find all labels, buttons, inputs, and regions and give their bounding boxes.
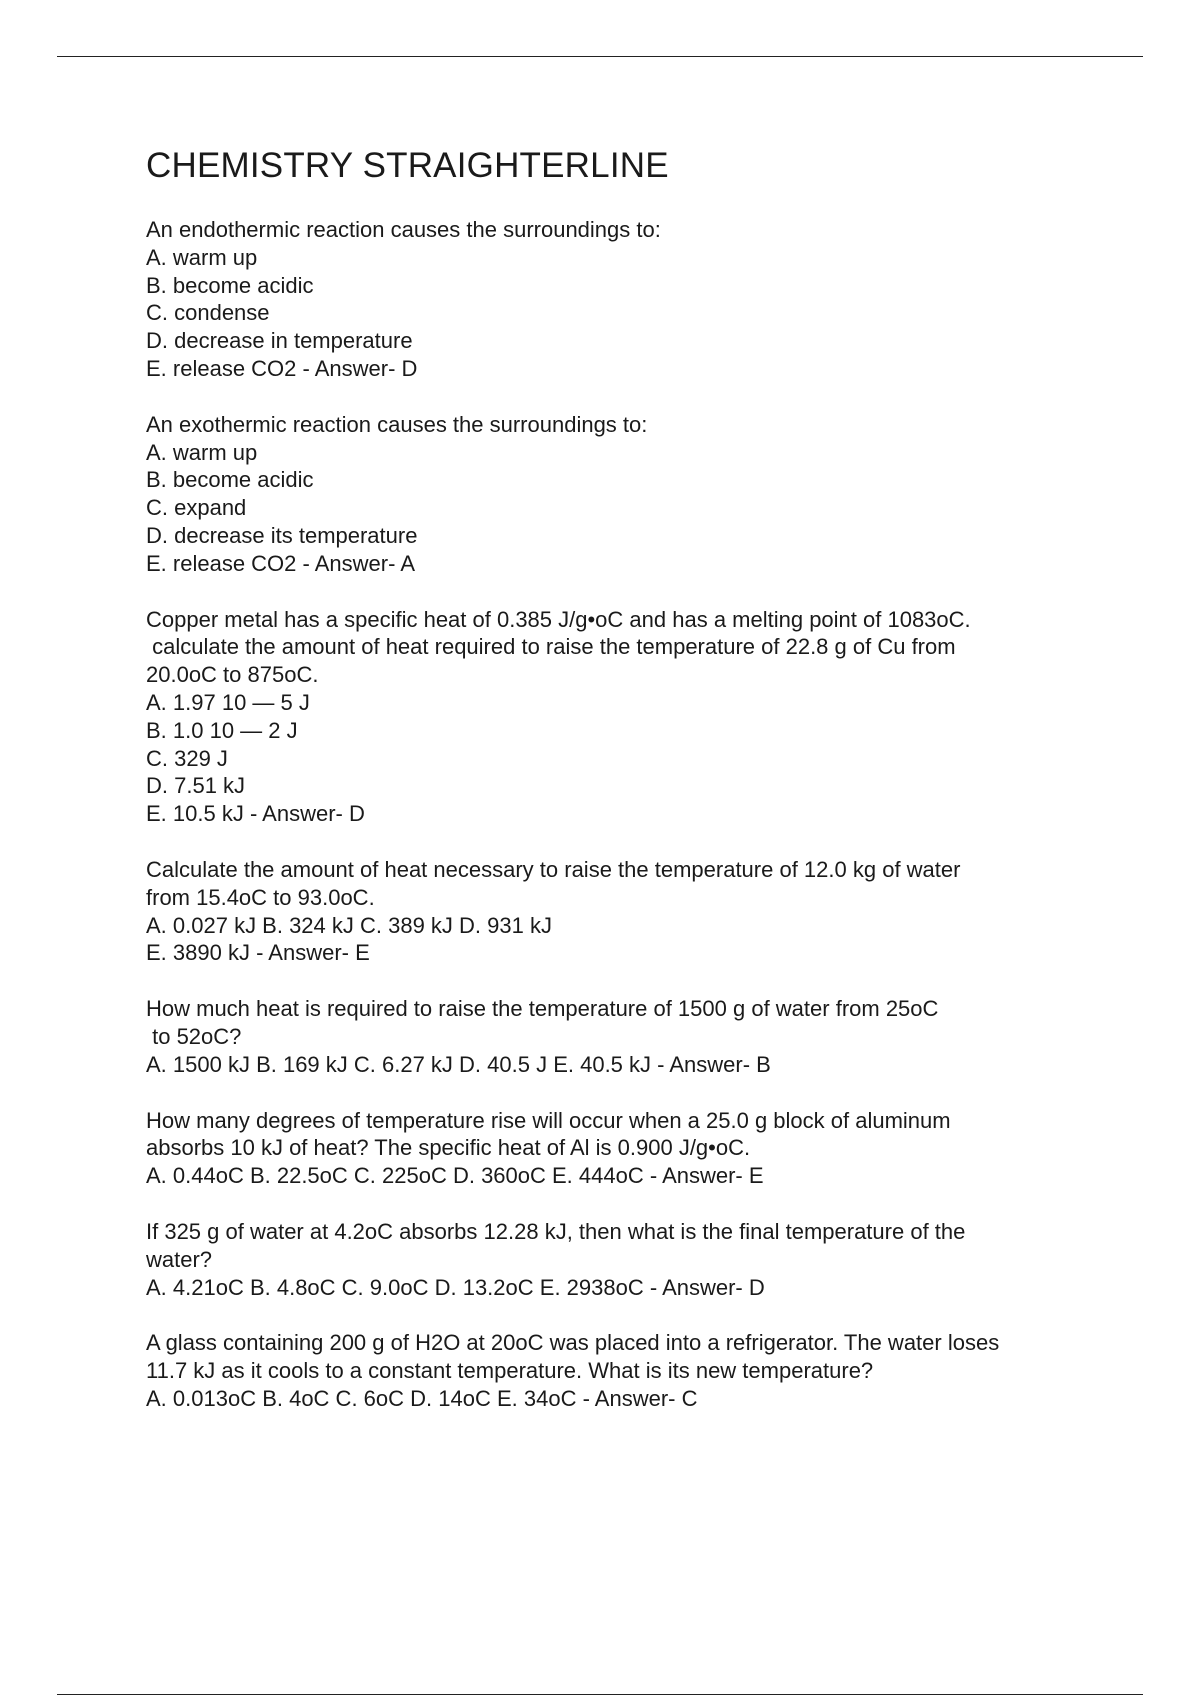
question-block	[146, 995, 1096, 1078]
question-text: An exothermic reaction causes the surroundings to:	[146, 411, 648, 437]
question-line: A. 4.21oC B. 4.8oC C. 9.0oC D. 13.2oC E. 2938oC - Answer- D	[146, 1274, 765, 1300]
document-title: CHEMISTRY STRAIGHTERLINE	[146, 146, 669, 185]
question-line: C. condense	[146, 300, 270, 326]
question-line: A. 0.44oC B. 22.5oC C. 225oC D. 360oC E. 444oC - Answer- E	[146, 1163, 764, 1189]
question-line: E. 3890 kJ - Answer- E	[146, 940, 370, 966]
question-list	[146, 216, 1096, 1413]
question-line: E. release CO2 - Answer- A	[146, 550, 415, 576]
question-text: Calculate the amount of heat necessary to raise the temperature of 12.0 kg of water	[146, 856, 961, 882]
footer-rule	[57, 1694, 1143, 1695]
question-text: How much heat is required to raise the temperature of 1500 g of water from 25oC	[146, 996, 939, 1022]
question-line: E. release CO2 - Answer- D	[146, 355, 418, 381]
question-line: A. warm up	[146, 244, 258, 270]
question-line: A. 0.013oC B. 4oC C. 6oC D. 14oC E. 34oC - Answer- C	[146, 1385, 698, 1411]
question-line: B. 1.0 10 — 2 J	[146, 717, 298, 743]
question-text: How many degrees of temperature rise will occur when a 25.0 g block of aluminum	[146, 1107, 951, 1133]
question-line: calculate the amount of heat required to raise the temperature of 22.8 g of Cu from	[146, 634, 956, 660]
question-line: A. 1500 kJ B. 169 kJ C. 6.27 kJ D. 40.5 J E. 40.5 kJ - Answer- B	[146, 1051, 771, 1077]
question-block	[146, 1107, 1096, 1190]
question-block	[146, 411, 1096, 578]
question-text: Copper metal has a specific heat of 0.385 J/g•oC and has a melting point of 1083oC.	[146, 606, 971, 632]
question-line: absorbs 10 kJ of heat? The specific heat of Al is 0.900 J/g•oC.	[146, 1135, 751, 1161]
question-line: D. 7.51 kJ	[146, 773, 246, 799]
header-rule	[57, 56, 1143, 57]
question-block	[146, 606, 1096, 828]
question-line: B. become acidic	[146, 272, 314, 298]
question-line: 11.7 kJ as it cools to a constant temperature. What is its new temperature?	[146, 1358, 874, 1384]
question-text: If 325 g of water at 4.2oC absorbs 12.28 kJ, then what is the final temperature of the	[146, 1218, 966, 1244]
question-line: water?	[146, 1246, 213, 1272]
question-line: B. become acidic	[146, 467, 314, 493]
document-body	[146, 142, 1096, 1441]
question-line: E. 10.5 kJ - Answer- D	[146, 801, 365, 827]
question-line: C. 329 J	[146, 745, 228, 771]
question-line: C. expand	[146, 495, 247, 521]
question-text: An endothermic reaction causes the surroundings to:	[146, 217, 661, 242]
question-block	[146, 1218, 1096, 1301]
question-line: A. 0.027 kJ B. 324 kJ C. 389 kJ D. 931 kJ	[146, 912, 552, 938]
question-text: A glass containing 200 g of H2O at 20oC was placed into a refrigerator. The water loses	[146, 1330, 1000, 1356]
question-block	[146, 1329, 1096, 1412]
question-line: D. decrease in temperature	[146, 328, 413, 354]
question-block	[146, 216, 1096, 383]
question-block	[146, 856, 1096, 967]
question-line: to 52oC?	[146, 1023, 242, 1049]
question-line: from 15.4oC to 93.0oC.	[146, 884, 375, 910]
question-line: D. decrease its temperature	[146, 522, 418, 548]
question-line: 20.0oC to 875oC.	[146, 662, 319, 688]
question-line: A. 1.97 10 — 5 J	[146, 689, 310, 715]
question-line: A. warm up	[146, 439, 258, 465]
